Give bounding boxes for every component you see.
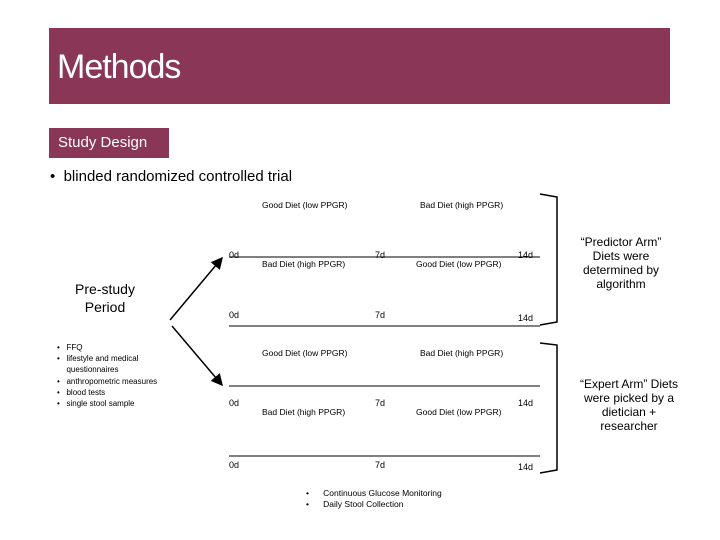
tick-14d: 14d [518,462,534,472]
predictor-b-diet-1: Bad Diet (high PPGR) [262,259,346,269]
page-title: Methods [57,48,181,86]
tick-7d: 7d [375,250,386,260]
arrow-to-predictor [170,258,222,320]
bracket-predictor [540,194,557,325]
predictor-arm-label: “Predictor Arm” Diets were determined by algorithm [580,235,662,291]
tick-7d: 7d [375,398,386,408]
expert-b-diet-1: Bad Diet (high PPGR) [262,407,346,417]
tick-14d: 14d [518,250,534,260]
tick-0d: 0d [229,460,240,470]
prestudy-item: • FFQ [57,343,83,352]
monitoring-item: • Daily Stool Collection [306,499,404,509]
expert-a-diet-1: Good Diet (low PPGR) [262,348,348,358]
prestudy-item: • anthropometric measures [57,377,158,386]
prestudy-item: • lifestyle and medical questionnaires [57,354,139,374]
tick-0d: 0d [229,398,240,408]
expert-arm-label: “Expert Arm” Diets were picked by a dietician + researcher [579,377,678,433]
expert-a-diet-2: Bad Diet (high PPGR) [420,348,504,358]
tick-0d: 0d [229,310,240,320]
arrow-to-expert [172,326,222,385]
bullet-dot: • [50,168,64,185]
main-bullet-text: blinded randomized controlled trial [63,168,293,185]
section-label: Study Design [58,134,148,151]
prestudy-item: • single stool sample [57,399,135,408]
tick-14d: 14d [518,313,534,323]
predictor-a-diet-2: Bad Diet (high PPGR) [420,200,504,210]
tick-0d: 0d [229,250,240,260]
bracket-expert [540,343,557,473]
predictor-b-diet-2: Good Diet (low PPGR) [416,259,502,269]
monitoring-item: • Continuous Glucose Monitoring [306,488,442,498]
predictor-a-diet-1: Good Diet (low PPGR) [262,200,348,210]
prestudy-item: • blood tests [57,388,106,397]
prestudy-title: Pre-study Period [75,281,135,315]
tick-7d: 7d [375,310,386,320]
tick-7d: 7d [375,460,386,470]
tick-14d: 14d [518,398,534,408]
expert-b-diet-2: Good Diet (low PPGR) [416,407,502,417]
